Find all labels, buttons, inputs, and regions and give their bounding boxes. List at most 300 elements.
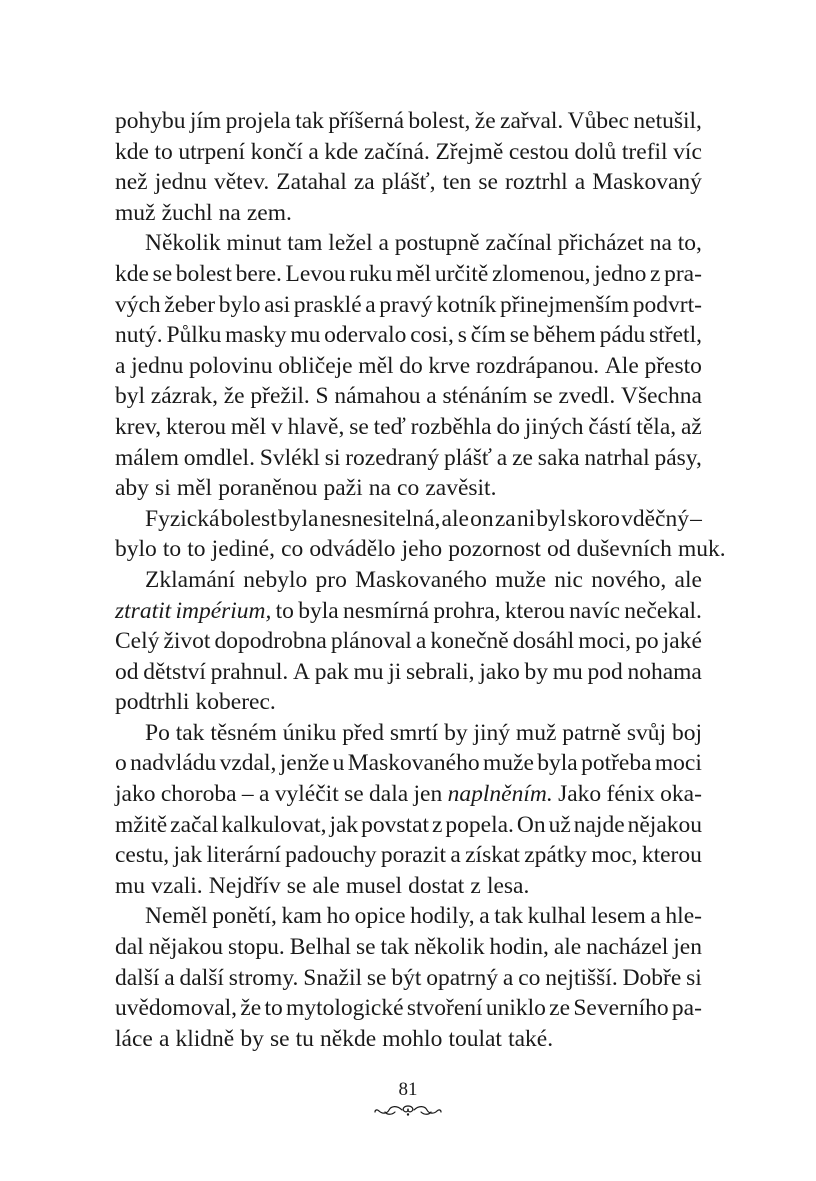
word: byla — [277, 505, 319, 532]
word: cosi, — [410, 322, 454, 349]
word: na — [218, 199, 241, 226]
word: že — [223, 383, 245, 410]
word: pro — [315, 566, 347, 593]
word: paži — [323, 475, 363, 502]
word: – — [241, 781, 254, 808]
word: by — [524, 658, 548, 685]
word: ji — [388, 658, 402, 685]
word: někde — [320, 1025, 377, 1052]
word: dětství — [143, 658, 206, 685]
word: a — [164, 964, 175, 991]
word: ale — [674, 566, 702, 593]
word: jiný — [473, 719, 511, 746]
word: mytologické — [286, 995, 404, 1022]
word: trefil — [621, 138, 668, 165]
word: hodily, — [410, 903, 475, 930]
word: těla, — [636, 413, 677, 440]
text-line — [115, 718, 702, 749]
word: mu — [353, 658, 384, 685]
word: si — [686, 964, 702, 991]
word: do — [496, 413, 520, 440]
word: střetl, — [649, 322, 702, 349]
word: až — [681, 413, 702, 440]
word: získat — [465, 842, 520, 869]
word: A — [293, 658, 311, 685]
word: teď — [373, 413, 406, 440]
word: a — [415, 628, 427, 655]
word: stromy. — [228, 964, 299, 991]
word: Zřejmě — [435, 138, 504, 165]
word: ze — [549, 995, 571, 1022]
word: Maskovaný — [592, 169, 702, 196]
word: na — [649, 230, 672, 257]
text-line — [115, 657, 702, 688]
paragraph — [115, 901, 702, 1054]
text-line — [115, 473, 702, 504]
word: aby — [115, 475, 149, 502]
word: literární — [206, 842, 281, 869]
word: fénix — [606, 781, 655, 808]
word: Půlku — [166, 322, 222, 349]
word: Nejdřív — [208, 872, 281, 899]
paragraph — [115, 228, 702, 503]
word: po — [635, 628, 659, 655]
word: jedno — [594, 260, 647, 287]
word: byl — [536, 505, 567, 532]
word: a — [450, 842, 461, 869]
word: láce — [115, 1025, 153, 1052]
text-line — [115, 779, 702, 810]
word: ale — [312, 872, 340, 899]
word: jako — [479, 658, 520, 685]
word: saka — [537, 444, 580, 471]
word: u — [332, 750, 345, 777]
word: zařval. — [500, 108, 564, 134]
text-line — [115, 565, 702, 596]
word: z — [470, 872, 481, 899]
word: ho — [326, 903, 351, 930]
word: dostat — [408, 872, 465, 899]
word: padouchy — [285, 842, 377, 869]
text-line — [115, 412, 702, 443]
word: dala — [369, 781, 409, 808]
word: stvoření — [406, 995, 483, 1022]
text-line — [115, 198, 702, 229]
word: začal — [170, 811, 219, 838]
word: před — [342, 719, 384, 746]
word: impérium, — [175, 597, 272, 624]
word: opice — [354, 903, 406, 930]
word: dosáhl — [512, 628, 575, 655]
word: se — [366, 964, 387, 991]
word: obličeje — [278, 352, 353, 379]
word: přinejmenším — [499, 291, 630, 318]
word: by — [240, 1025, 264, 1052]
word: cestou — [508, 138, 569, 165]
word: úniku — [282, 719, 337, 746]
word: moci, — [578, 628, 632, 655]
word: lesa. — [486, 872, 530, 899]
word: si — [155, 475, 171, 502]
word: vých — [115, 291, 161, 318]
word: a — [502, 964, 514, 991]
word: roztrhl — [505, 169, 568, 196]
word: se — [355, 934, 376, 961]
word: jako — [115, 781, 156, 808]
word: za — [353, 169, 375, 196]
word: měl — [395, 260, 432, 287]
text-line — [115, 106, 702, 137]
paragraph — [115, 565, 702, 718]
word: musel — [345, 872, 403, 899]
text-line — [115, 932, 702, 963]
word: končí — [250, 138, 303, 165]
word: moci — [654, 750, 702, 777]
word: mu — [115, 872, 146, 899]
word: polovinu — [189, 352, 273, 379]
word: se — [349, 413, 369, 440]
text-line — [115, 687, 702, 718]
text-line — [115, 167, 702, 198]
word: ale — [441, 505, 469, 532]
word: přicházet — [557, 230, 644, 257]
word: se — [286, 872, 307, 899]
word: to — [154, 138, 173, 165]
word: a — [115, 352, 126, 379]
word: námahou — [334, 383, 421, 410]
text-line — [115, 596, 702, 627]
word: opatrný — [426, 964, 499, 991]
word: od — [547, 536, 571, 563]
word: tu — [295, 1025, 314, 1052]
word: zlomenou, — [491, 260, 591, 287]
word: Severního — [573, 995, 669, 1022]
text-line — [115, 381, 702, 412]
word: vděčný — [621, 505, 689, 532]
word: Snažil — [303, 964, 363, 991]
word: pak — [314, 658, 349, 685]
word: podvrt- — [632, 291, 702, 318]
word: se — [509, 322, 530, 349]
word: mu — [290, 322, 321, 349]
word: vzali. — [151, 872, 203, 899]
word: jak — [173, 842, 203, 869]
word: pa- — [671, 995, 702, 1022]
word: nutý. — [115, 322, 163, 349]
word: co — [397, 475, 420, 502]
word: a — [365, 291, 376, 318]
paragraph — [115, 106, 702, 228]
word: kde — [115, 138, 149, 165]
word: cestu, — [115, 842, 170, 869]
word: prasklé — [293, 291, 362, 318]
word: také. — [508, 1025, 554, 1052]
word: kalkulovat, — [221, 811, 327, 838]
word: oka- — [660, 781, 702, 808]
word: ale — [553, 934, 582, 961]
word: se — [344, 781, 364, 808]
word: měl — [176, 475, 213, 502]
word: skoro — [567, 505, 620, 532]
word: Celý — [115, 628, 160, 655]
text-line — [115, 534, 726, 565]
word: Fyzická — [145, 505, 220, 532]
word: několik — [414, 934, 485, 961]
word: další — [179, 964, 224, 991]
word: kde — [115, 260, 149, 287]
word: o — [115, 750, 127, 777]
word: ten — [442, 169, 472, 196]
word: částí — [588, 413, 632, 440]
word: Všechna — [620, 383, 702, 410]
decorative-flourish-icon — [373, 1103, 443, 1117]
word: hodin, — [489, 934, 549, 961]
text-line — [115, 290, 702, 321]
word: jednu — [131, 352, 184, 379]
word: sebrali, — [406, 658, 475, 685]
word: svůj — [626, 719, 667, 746]
word: čím — [470, 322, 506, 349]
word: a — [479, 903, 490, 930]
word: jednu — [154, 169, 207, 196]
word: a — [258, 781, 270, 808]
word: a — [650, 903, 661, 930]
word: těsném — [210, 719, 277, 746]
word: sténáním — [442, 383, 528, 410]
word: popela. — [445, 811, 514, 838]
word: pra- — [664, 260, 702, 287]
word: porazit — [380, 842, 447, 869]
word: že — [240, 995, 262, 1022]
word: bolest — [220, 505, 277, 532]
word: ležel — [328, 230, 373, 257]
word: pod — [587, 658, 623, 685]
word: nic — [554, 566, 583, 593]
word: Vůbec — [567, 108, 630, 134]
word: a — [308, 138, 319, 165]
word: než — [115, 169, 148, 196]
word: masky — [225, 322, 287, 349]
word: hlavě, — [287, 413, 345, 440]
word: odvádělo — [309, 536, 396, 563]
word: byla — [298, 597, 339, 624]
text-line — [115, 137, 702, 168]
word: dal — [115, 934, 144, 961]
word: prohra, — [433, 597, 501, 624]
text-line — [115, 351, 702, 382]
word: zem. — [246, 199, 292, 226]
word: začínal — [485, 230, 552, 257]
word: začíná. — [363, 138, 430, 165]
word: jím — [189, 108, 222, 134]
word: plánoval — [330, 628, 412, 655]
word: to, — [677, 230, 702, 257]
word: bylo — [218, 291, 261, 318]
word: On — [516, 811, 546, 838]
word: ponětí, — [212, 903, 277, 930]
word: a — [426, 383, 437, 410]
word: muž — [115, 199, 156, 226]
word: určitě — [434, 260, 489, 287]
word: od — [115, 658, 139, 685]
word: Ale — [604, 352, 639, 379]
word: krve — [428, 352, 471, 379]
word: uniklo — [485, 995, 546, 1022]
word: nového, — [591, 566, 667, 593]
word: co — [518, 964, 541, 991]
word: vyléčit — [274, 781, 339, 808]
word: zvedl. — [558, 383, 616, 410]
word: kterou — [165, 413, 227, 440]
word: nadvládu — [130, 750, 217, 777]
word: naplněním. — [447, 781, 553, 808]
word: do — [399, 352, 423, 379]
word: jak — [329, 811, 359, 838]
word: se — [478, 169, 498, 196]
word: z — [432, 811, 443, 838]
word: ze — [512, 444, 533, 471]
word: to — [275, 597, 294, 624]
word: choroba — [160, 781, 237, 808]
word: rozběhla — [410, 413, 492, 440]
text-line — [115, 901, 702, 932]
word: a — [574, 169, 586, 196]
word: pohybu — [115, 108, 186, 134]
word: poraněnou — [218, 475, 318, 502]
word: nečekal. — [624, 597, 702, 624]
text-line — [115, 1024, 702, 1055]
word: málem — [115, 444, 179, 471]
word: Belhal — [289, 934, 352, 961]
word: boj — [671, 719, 702, 746]
text-line — [115, 748, 702, 779]
word: že — [474, 108, 496, 134]
word: odervalo — [324, 322, 407, 349]
word: to — [162, 536, 182, 563]
word: projela — [225, 108, 291, 134]
text-line — [115, 320, 702, 351]
word: omdlel. — [183, 444, 255, 471]
word: nacházel — [586, 934, 669, 961]
page-number: 81 — [398, 1079, 418, 1100]
word: netušil, — [633, 108, 702, 134]
word: bolest — [175, 260, 232, 287]
word: vzdal, — [219, 750, 277, 777]
word: větev. — [213, 169, 270, 196]
word: asi — [264, 291, 291, 318]
word: kulhal — [527, 903, 587, 930]
word: Po — [145, 719, 170, 746]
word: žuchl — [161, 199, 213, 226]
word: Zatahal — [276, 169, 347, 196]
word: ruku — [349, 260, 393, 287]
text-line — [115, 228, 702, 259]
word: postupně — [394, 230, 480, 257]
word: se — [152, 260, 173, 287]
word: pozornost — [448, 536, 541, 563]
word: lesem — [590, 903, 646, 930]
word: zavěsit. — [425, 475, 497, 502]
word: s — [457, 322, 467, 349]
word: jeho — [401, 536, 443, 563]
text-line — [115, 504, 702, 535]
word: prahnul. — [210, 658, 289, 685]
word: – — [690, 505, 702, 532]
word: život — [163, 628, 211, 655]
word: měl — [230, 413, 267, 440]
word: příšerná — [328, 108, 404, 134]
word: moc, — [591, 842, 638, 869]
word: nebylo — [243, 566, 308, 593]
word: podtrhli — [115, 689, 190, 716]
word: pádu — [599, 322, 646, 349]
word: kterou — [641, 842, 702, 869]
word: žeber — [164, 291, 216, 318]
word: kotník — [436, 291, 497, 318]
word: potřeba — [581, 750, 652, 777]
word: Několik — [145, 230, 221, 257]
word: nějakou — [627, 811, 702, 838]
word: krev, — [115, 413, 162, 440]
word: Neměl — [145, 903, 208, 930]
word: v — [270, 413, 283, 440]
word: by — [444, 719, 468, 746]
word: přežil. — [250, 383, 310, 410]
word: během — [533, 322, 596, 349]
word: to — [187, 536, 206, 563]
word: mohlo — [382, 1025, 443, 1052]
text-line — [115, 810, 702, 841]
word: Dobře — [622, 964, 682, 991]
word: koberec. — [195, 689, 276, 716]
word: duševních — [576, 536, 672, 563]
word: přesto — [644, 352, 702, 379]
word: a — [496, 444, 508, 471]
word: pásy, — [654, 444, 702, 471]
word: zázrak, — [150, 383, 218, 410]
word: smrtí — [389, 719, 439, 746]
word: jaké — [662, 628, 702, 655]
word: stopu. — [227, 934, 285, 961]
word: z — [650, 260, 661, 287]
paragraph — [115, 504, 726, 565]
text-line — [115, 626, 702, 657]
word: jen — [413, 781, 443, 808]
text-line — [115, 259, 702, 290]
word: a — [158, 1025, 170, 1052]
word: najde — [573, 811, 625, 838]
word: dolů — [574, 138, 617, 165]
word: konečně — [430, 628, 509, 655]
word: a — [378, 230, 389, 257]
book-page-text — [115, 106, 726, 1054]
word: tak — [380, 934, 410, 961]
word: mu — [552, 658, 583, 685]
word: bylo — [115, 536, 157, 563]
word: patrně — [562, 719, 621, 746]
word: víc — [673, 138, 702, 165]
word: muže — [495, 566, 547, 593]
word: co — [281, 536, 304, 563]
word: jediné, — [211, 536, 275, 563]
word: plášť — [444, 444, 492, 471]
word: kde — [324, 138, 359, 165]
word: za — [494, 505, 516, 532]
word: hle- — [665, 903, 702, 930]
word: tak — [295, 108, 324, 134]
page-footer — [0, 1079, 816, 1117]
word: klidně — [175, 1025, 235, 1052]
